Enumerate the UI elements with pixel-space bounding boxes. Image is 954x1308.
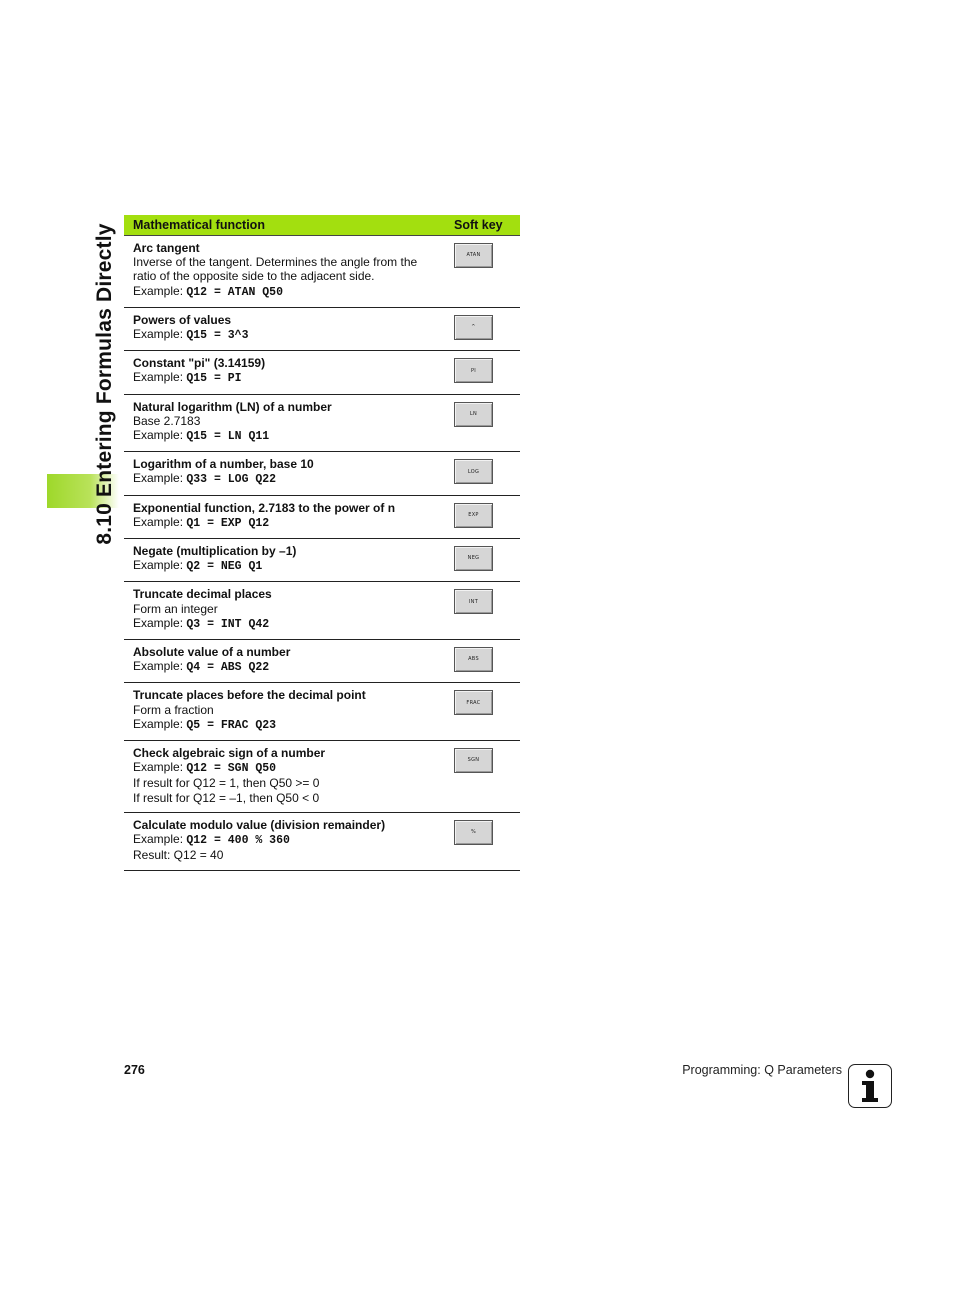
example-code: Q12 = SGN Q50 bbox=[186, 762, 277, 776]
example-code: Q15 = 3^3 bbox=[186, 329, 249, 343]
example-code: Q15 = LN Q11 bbox=[186, 430, 270, 444]
table-body bbox=[124, 235, 520, 871]
example-label: Example: bbox=[133, 659, 187, 674]
example-label: Example: bbox=[133, 716, 187, 731]
table-row bbox=[124, 452, 520, 495]
example-code: Q15 = PI bbox=[186, 372, 242, 386]
softkey-button[interactable]: ABS bbox=[454, 647, 493, 672]
example-label: Example: bbox=[133, 471, 187, 486]
function-description: Form an integer bbox=[133, 601, 218, 616]
table-row bbox=[124, 539, 520, 582]
table-header bbox=[124, 215, 520, 235]
function-title: Exponential function, 2.7183 to the power of n bbox=[133, 500, 396, 515]
function-title: Logarithm of a number, base 10 bbox=[133, 457, 314, 472]
example-line bbox=[133, 558, 430, 574]
example-label: Example: bbox=[133, 615, 187, 630]
table-row bbox=[124, 395, 520, 453]
example-label: Example: bbox=[133, 370, 187, 385]
example-line bbox=[133, 428, 430, 444]
function-note: If result for Q12 = 1, then Q50 >= 0 bbox=[133, 776, 320, 791]
function-title: Arc tangent bbox=[133, 241, 200, 255]
softkey-button[interactable]: SGN bbox=[454, 748, 493, 773]
softkey-button[interactable]: PI bbox=[454, 358, 493, 383]
table-row bbox=[124, 741, 520, 813]
function-title: Calculate modulo value (division remainder) bbox=[133, 817, 386, 832]
softkey-button[interactable]: EXP bbox=[454, 503, 493, 528]
example-label: Example: bbox=[133, 832, 187, 847]
table-row bbox=[124, 640, 520, 683]
chapter-title-text: 8.10 Entering Formulas Directly bbox=[93, 223, 116, 545]
example-code: Q5 = FRAC Q23 bbox=[186, 718, 277, 732]
example-code: Q1 = EXP Q12 bbox=[186, 516, 270, 530]
example-label: Example: bbox=[133, 558, 187, 573]
table-row bbox=[124, 813, 520, 871]
page-number: 276 bbox=[124, 1063, 145, 1077]
function-note: If result for Q12 = –1, then Q50 < 0 bbox=[133, 790, 320, 805]
softkey-button[interactable]: NEG bbox=[454, 546, 493, 571]
example-code: Q3 = INT Q42 bbox=[186, 617, 270, 631]
table-row bbox=[124, 496, 520, 539]
example-line bbox=[133, 717, 430, 733]
function-table bbox=[124, 215, 520, 871]
table-row bbox=[124, 683, 520, 741]
example-code: Q33 = LOG Q22 bbox=[186, 473, 277, 487]
example-line bbox=[133, 832, 430, 848]
example-line bbox=[133, 471, 430, 487]
example-label: Example: bbox=[133, 760, 187, 775]
function-description: Inverse of the tangent. Determines the angle from the bbox=[133, 255, 418, 270]
table-row bbox=[124, 308, 520, 351]
example-code: Q12 = 400 % 360 bbox=[186, 834, 290, 848]
table-row bbox=[124, 582, 520, 640]
example-line bbox=[133, 284, 430, 300]
example-label: Example: bbox=[133, 283, 187, 298]
softkey-button[interactable]: LOG bbox=[454, 459, 493, 484]
function-description: ratio of the opposite side to the adjacent side. bbox=[133, 269, 375, 284]
softkey-button[interactable]: FRAC bbox=[454, 690, 493, 715]
header-softkey: Soft key bbox=[454, 218, 503, 232]
function-title: Negate (multiplication by –1) bbox=[133, 544, 297, 559]
example-label: Example: bbox=[133, 514, 187, 529]
function-title: Natural logarithm (LN) of a number bbox=[133, 399, 332, 414]
function-title: Absolute value of a number bbox=[133, 645, 291, 660]
info-icon bbox=[848, 1064, 892, 1108]
example-line bbox=[133, 515, 430, 531]
example-code: Q2 = NEG Q1 bbox=[186, 560, 263, 574]
footer-title: Programming: Q Parameters bbox=[682, 1063, 842, 1077]
function-title: Check algebraic sign of a number bbox=[133, 746, 326, 761]
function-title: Truncate decimal places bbox=[133, 587, 272, 602]
table-row bbox=[124, 235, 520, 308]
example-line bbox=[133, 327, 430, 343]
softkey-button[interactable]: ATAN bbox=[454, 243, 493, 268]
softkey-button[interactable]: LN bbox=[454, 402, 493, 427]
example-line bbox=[133, 370, 430, 386]
function-title: Truncate places before the decimal point bbox=[133, 688, 366, 703]
table-row bbox=[124, 351, 520, 394]
function-title: Powers of values bbox=[133, 312, 232, 327]
function-title: Constant "pi" (3.14159) bbox=[133, 356, 266, 371]
example-line bbox=[133, 616, 430, 632]
example-code: Q12 = ATAN Q50 bbox=[186, 285, 283, 299]
softkey-button[interactable]: % bbox=[454, 820, 493, 845]
function-note: Result: Q12 = 40 bbox=[133, 848, 224, 863]
example-line bbox=[133, 659, 430, 675]
function-description: Base 2.7183 bbox=[133, 413, 201, 428]
softkey-button[interactable]: INT bbox=[454, 589, 493, 614]
example-line bbox=[133, 760, 430, 776]
example-label: Example: bbox=[133, 428, 187, 443]
example-label: Example: bbox=[133, 327, 187, 342]
example-code: Q4 = ABS Q22 bbox=[186, 661, 270, 675]
function-description: Form a fraction bbox=[133, 702, 214, 717]
header-function: Mathematical function bbox=[133, 218, 265, 232]
softkey-button[interactable]: ^ bbox=[454, 315, 493, 340]
